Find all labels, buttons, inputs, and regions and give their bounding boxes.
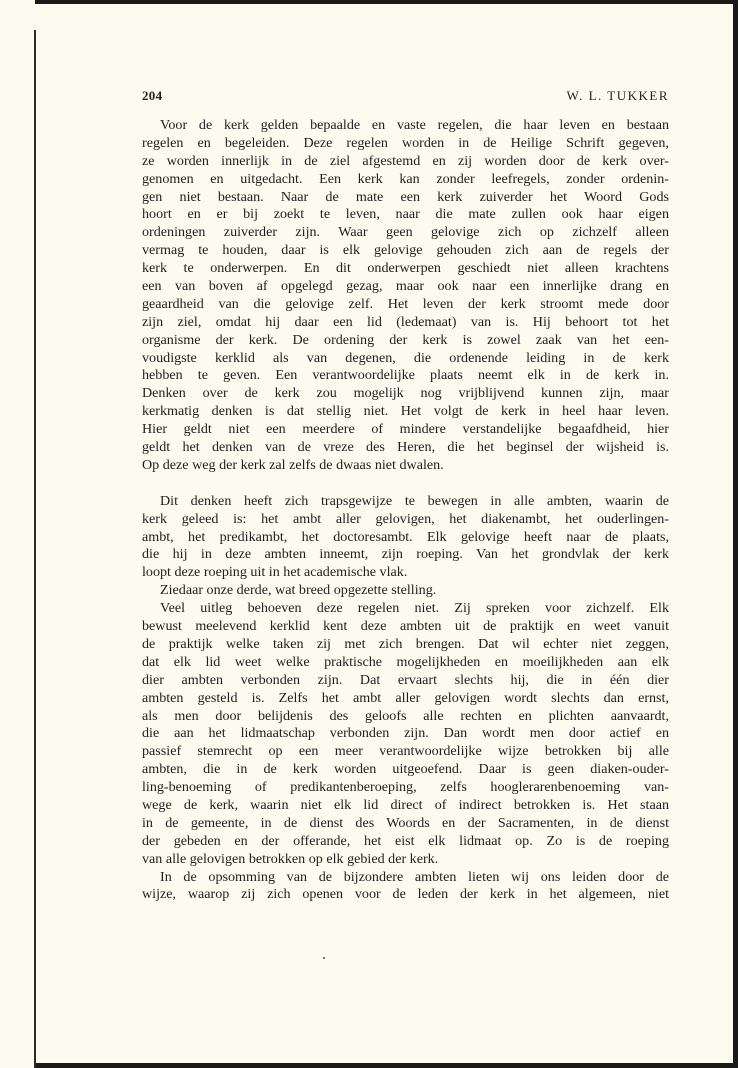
text-line: regelen en begeleiden. Deze regelen worden in de Heilige Schrift gegeven, <box>142 134 669 151</box>
text-line: geaardheid van die gelovige zelf. Het leven der kerk stroomt mede door <box>142 295 669 312</box>
text-line: gen niet bestaan. Naar de mate een kerk zuiverder het Woord Gods <box>142 188 669 205</box>
text-line: loopt deze roeping uit in het academische vlak. <box>142 564 408 581</box>
running-head-author: W. L. TUKKER <box>566 88 669 103</box>
text-line: dier ambten verbonden zijn. Dat ervaart slechts hij, die in één dier <box>142 671 669 688</box>
paragraph <box>142 117 669 475</box>
scan-border-bottom <box>36 1063 738 1068</box>
text-line: van alle gelovigen betrokken op elk gebied der kerk. <box>142 850 439 867</box>
paragraph <box>142 493 669 582</box>
text-line: kerk geleed is: het ambt aller gelovigen, het diakenambt, het ouderlingen- <box>142 510 669 527</box>
text-line: zijn ziel, omdat hij daar een lid (ledemaat) van is. Hij behoort tot het <box>142 313 669 330</box>
text-line: In de opsomming van de bijzondere ambten lieten wij ons leiden door de <box>160 868 669 885</box>
text-line: Hier geldt niet een meerdere of mindere verstandelijke begaafdheid, hier <box>142 421 669 438</box>
paragraph <box>142 869 669 905</box>
scan-border-left <box>34 30 36 1068</box>
paragraph-gap <box>142 475 669 493</box>
text-line: genomen en uitgedacht. Een kerk kan zonder leefregels, zonder ordenin- <box>142 170 669 187</box>
print-speck <box>323 957 325 959</box>
paragraph <box>142 600 669 868</box>
paragraph <box>142 582 669 600</box>
text-line: ling-benoeming of predikantenberoeping, zelfs hooglerarenbenoeming van- <box>142 779 669 796</box>
body-text <box>142 117 669 904</box>
text-line: die hij in deze ambten inneemt, zijn roeping. Van het grondvlak der kerk <box>142 546 669 563</box>
scan-border-top <box>35 0 738 4</box>
text-line: Ziedaar onze derde, wat breed opgezette stelling. <box>160 582 437 599</box>
text-line: wijze, waarop zij zich openen voor de leden der kerk in het algemeen, niet <box>142 886 669 903</box>
text-line: hebben te geven. Een verantwoordelijke plaats neemt elk in de kerk in. <box>142 367 669 384</box>
page-header <box>142 88 669 108</box>
text-line: voudigste kerklid als van degenen, die ordenende leiding in de kerk <box>142 349 669 366</box>
text-line: Dit denken heeft zich trapsgewijze te bewegen in alle ambten, waarin de <box>160 492 669 509</box>
text-line: kerkmatig denken is dat stellig niet. Het volgt de kerk in heel haar leven. <box>142 403 669 420</box>
text-line: hoort en er bij zoekt te leven, naar die mate zullen ook haar eigen <box>142 206 669 223</box>
text-line: passief stemrecht op een meer verantwoordelijke wijze betrokken bij alle <box>142 743 669 760</box>
text-line: ordeningen zuiverder zijn. Waar geen gelovige zich op zichzelf alleen <box>142 224 669 241</box>
text-line: ambten, die in de kerk worden uitgeoefend. Daar is geen diaken-ouder- <box>142 761 669 778</box>
text-line: wege de kerk, waarin niet elk lid direct of indirect betrokken is. Het staan <box>142 796 669 813</box>
text-line: in de gemeente, in de dienst des Woords en der Sacramenten, in de dienst <box>142 814 669 831</box>
text-line: ze worden innerlijk in de ziel afgestemd en zij worden door de kerk over- <box>142 152 669 169</box>
text-line: ambten gesteld is. Zelfs het ambt aller gelovigen wordt slechts dan ernst, <box>142 689 669 706</box>
page-number: 204 <box>142 88 163 103</box>
text-line: vermag te houden, daar is elk gelovige gehouden zich aan de regels der <box>142 242 669 259</box>
text-line: Op deze weg der kerk zal zelfs de dwaas niet dwalen. <box>142 456 444 473</box>
text-line: Veel uitleg behoeven deze regelen niet. Zij spreken voor zichzelf. Elk <box>160 600 669 617</box>
text-line: een van boven af opgelegd gezag, maar ook naar een innerlijke drang en <box>142 278 669 295</box>
text-line: Denken over de kerk zou mogelijk nog vrijblijvend kunnen zijn, maar <box>142 385 669 402</box>
text-line: Voor de kerk gelden bepaalde en vaste regelen, die haar leven en bestaan <box>160 117 669 133</box>
text-line: de praktijk welke taken zij met zich brengen. Dat wil echter niet zeggen, <box>142 635 669 652</box>
text-line: der gebeden en der offerande, het eist elk lidmaat op. Zo is de roeping <box>142 832 669 849</box>
text-line: bewust meelevend kerklid kent deze ambten uit de praktijk en weet vanuit <box>142 618 669 635</box>
text-line: ambt, het predikambt, het doctoresambt. Elk gelovige heeft naar de plaats, <box>142 528 669 545</box>
scan-border-right <box>733 0 738 1068</box>
text-line: dat elk lid weet welke praktische mogelijkheden en moeilijkheden aan elk <box>142 653 669 670</box>
text-line: geldt het denken van de vreze des Heren, die het beginsel der wijsheid is. <box>142 439 669 456</box>
text-line: kerk te onderwerpen. En dit onderwerpen geschiedt niet alleen krachtens <box>142 260 669 277</box>
text-line: als men door belijdenis des geloofs alle rechten en plichten aanvaardt, <box>142 707 669 724</box>
text-line: organisme der kerk. De ordening der kerk is zowel zaak van het een- <box>142 331 669 348</box>
text-line: die aan het lidmaatschap verbonden zijn. Dan wordt men door actief en <box>142 725 669 742</box>
